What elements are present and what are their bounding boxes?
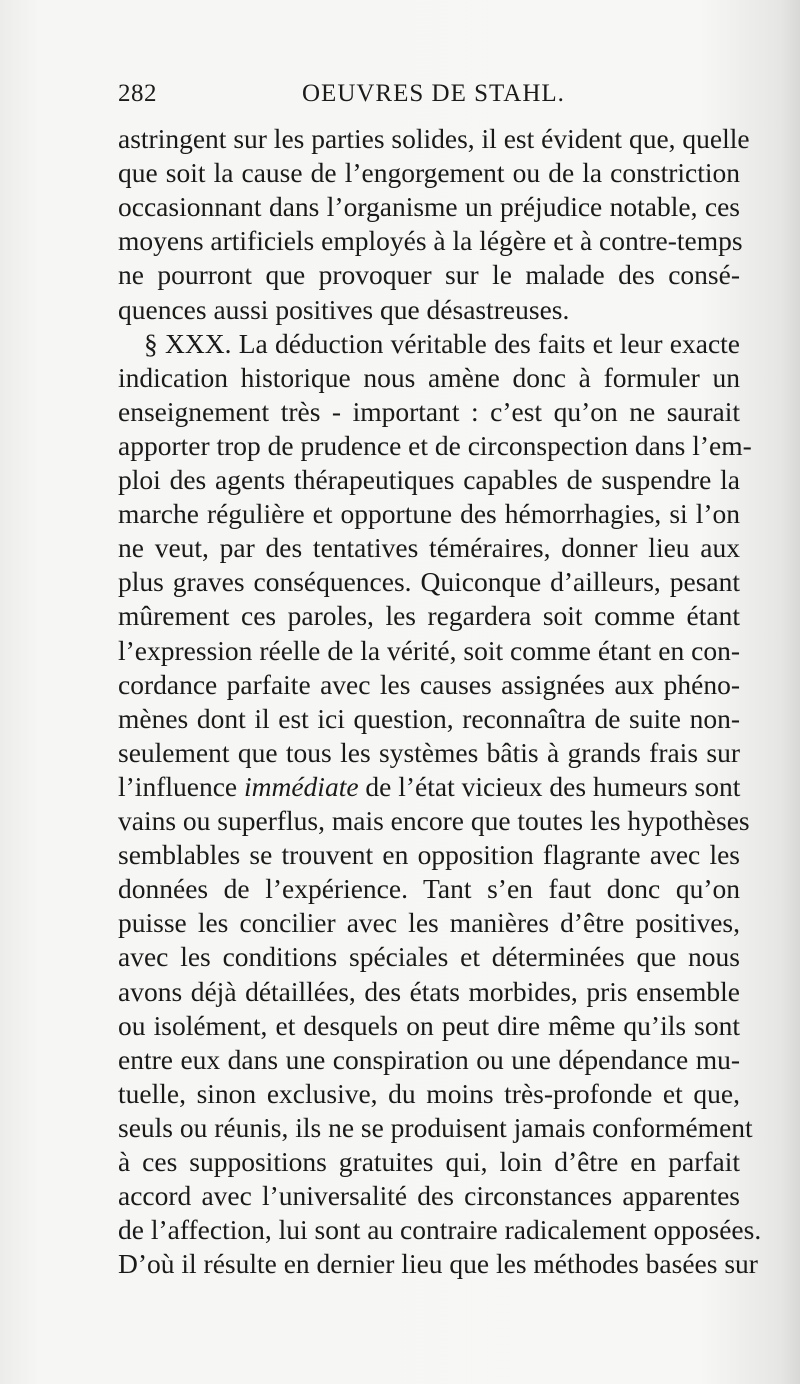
text-line: l’expression réelle de la vérité, soit comme étant en con- <box>118 634 740 666</box>
text-line: moyens artificiels employés à la légère et à contre-temps <box>118 225 743 257</box>
text-line: mûrement ces paroles, les regardera soit comme étant <box>118 600 740 632</box>
page-number: 282 <box>118 80 157 107</box>
italic-word: immédiate <box>243 770 359 802</box>
text-line: § XXX. La déduction véritable des faits et leur exacte <box>144 327 740 359</box>
text-line: marche régulière et opportune des hémorrhagies, si l’on <box>118 498 740 530</box>
text-line <box>118 770 740 804</box>
text-run: de l’état vicieux des humeurs sont <box>358 770 741 802</box>
text-line: avons déjà détaillées, des états morbides, pris ensemble <box>118 975 740 1007</box>
text-line: puisse les concilier avec les manières d’être positives, <box>118 907 740 939</box>
text-line: astringent sur les parties solides, il est évident que, quelle <box>118 123 750 154</box>
text-line: semblables se trouvent en opposition flagrante avec les <box>118 839 740 871</box>
running-title: OEUVRES DE STAHL. <box>302 80 565 107</box>
text-line: données de l’expérience. Tant s’en faut donc qu’on <box>118 873 740 905</box>
text-line: plus graves conséquences. Quiconque d’ailleurs, pesant <box>118 566 740 598</box>
text-line: de l’affection, lui sont au contraire radicalement opposées. <box>118 1214 762 1246</box>
text-line: tuelle, sinon exclusive, du moins très-profonde et que, <box>118 1077 740 1109</box>
text-line: entre eux dans une conspiration ou une dépendance mu- <box>118 1043 740 1075</box>
text-line: vains ou superflus, mais encore que toutes les hypothèses <box>118 805 750 836</box>
text-line: ne pourront que provoquer sur le malade des consé- <box>118 259 740 291</box>
text-line: occasionnant dans l’organisme un préjudice notable, ces <box>118 191 740 223</box>
text-line: ou isolément, et desquels on peut dire même qu’ils sont <box>118 1009 740 1041</box>
text-line: mènes dont il est ici question, reconnaîtra de suite non- <box>118 702 740 734</box>
text-line: D’où il résulte en dernier lieu que les méthodes basées sur <box>118 1248 758 1280</box>
text-line: accord avec l’universalité des circonstances apparentes <box>118 1180 740 1212</box>
text-line: seuls ou réunis, ils ne se produisent jamais conformément <box>118 1111 753 1143</box>
text-line: que soit la cause de l’engorgement ou de la constriction <box>118 157 740 189</box>
text-line: indication historique nous amène donc à formuler un <box>118 361 740 393</box>
text-line: seulement que tous les systèmes bâtis à grands frais sur <box>118 736 740 768</box>
text-line: ne veut, par des tentatives téméraires, donner lieu aux <box>118 532 740 564</box>
text-line: à ces suppositions gratuites qui, loin d’être en parfait <box>118 1146 740 1177</box>
text-line: avec les conditions spéciales et déterminées que nous <box>118 941 740 973</box>
text-line: apporter trop de prudence et de circonspection dans l’em- <box>118 429 752 461</box>
text-line: quences aussi positives que désastreuses. <box>118 293 570 325</box>
text-line: cordance parfaite avec les causes assignées aux phéno- <box>118 668 740 700</box>
text-line: ploi des agents thérapeutiques capables de suspendre la <box>118 464 740 495</box>
text-run: l’influence <box>118 770 244 802</box>
page-header <box>118 80 738 120</box>
text-line: enseignement très - important : c’est qu’on ne saurait <box>118 395 740 427</box>
